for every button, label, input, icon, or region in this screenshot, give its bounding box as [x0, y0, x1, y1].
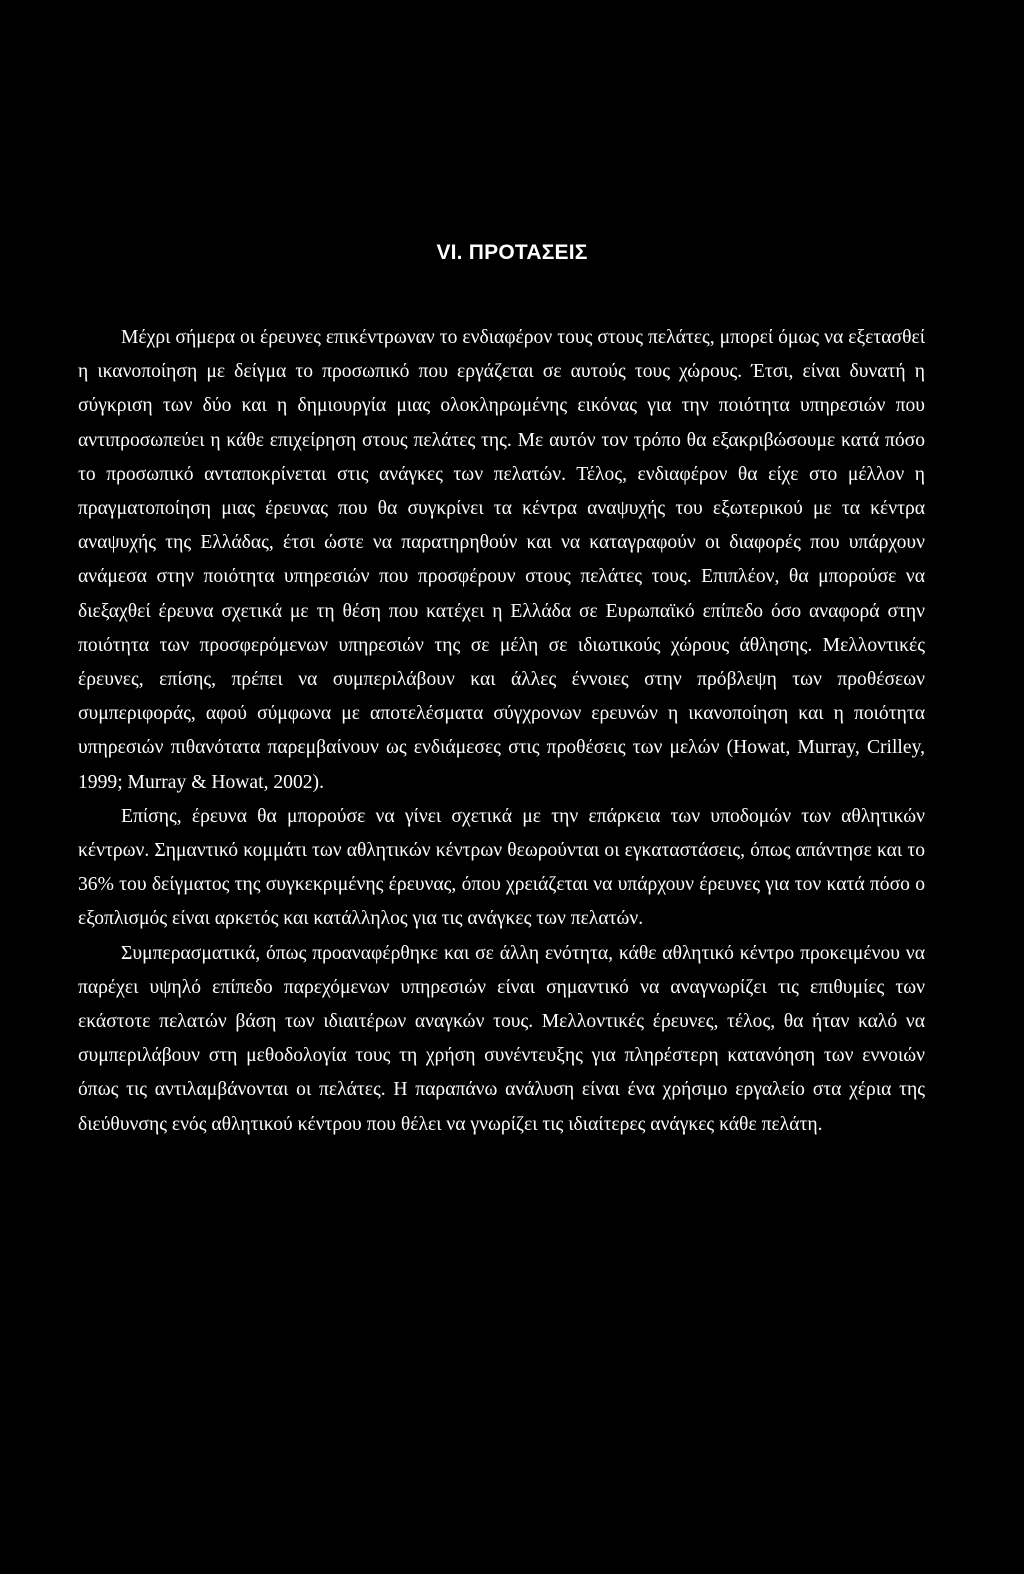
paragraph-2: Επίσης, έρευνα θα μπορούσε να γίνει σχετικά με την επάρκεια των υποδομών των αθλητικών κέντρων. Σημαντικό κομμάτι των αθλητικών κέντρων θεωρούνται οι εγκαταστάσεις, όπως απάντησε και το 36% του δείγματος της συγκεκριμένης έρευνας, όπου χρειάζεται να υπάρχουν έρευνες για τον κατά πόσο ο εξοπλισμός είναι αρκετός και κατάλληλος για τις ανάγκες των πελατών. — [78, 805, 925, 930]
paragraph-1: Μέχρι σήμερα οι έρευνες επικέντρωναν το ενδιαφέρον τους στους πελάτες, μπορεί όμως να εξετασθεί η ικανοποίηση με δείγμα το προσωπικό που εργάζεται σε αυτούς τους χώρους. Έτσι, είναι δυνατή η σύγκριση των δύο και η δημιουργία μιας ολοκληρωμένης εικόνας για την ποιότητα υπηρεσιών που αντιπροσωπεύει η κάθε επιχείρηση στους πελάτες της. Με αυτόν τον τρόπο θα εξακριβώσουμε κατά πόσο το προσωπικό ανταποκρίνεται στις ανάγκες των πελατών. Τέλος, ενδιαφέρον θα είχε στο μέλλον η πραγματοποίηση μιας έρευνας που θα συγκρίνει τα κέντρα αναψυχής του εξωτερικού με τα κέντρα αναψυχής της Ελλάδας, έτσι ώστε να παρατηρηθούν και να καταγραφούν οι διαφορές που υπάρχουν ανάμεσα στην ποιότητα υπηρεσιών που προσφέρουν στους πελάτες τους. Επιπλέον, θα μπορούσε να διεξαχθεί έρευνα σχετικά με τη θέση που κατέχει η Ελλάδα σε Ευρωπαϊκό επίπεδο όσο αναφορά στην ποιότητα των προσφερόμενων υπηρεσιών της σε μέλη σε ιδιωτικούς χώρους άθλησης. Μελλοντικές έρευνες, επίσης, πρέπει να συμπεριλάβουν και άλλες έννοιες στην πρόβλεψη των προθέσεων συμπεριφοράς, αφού σύμφωνα με αποτελέσματα σύγχρονων ερευνών η ικανοποίηση και η ποιότητα υπηρεσιών πιθανότατα παρεμβαίνουν ως ενδιάμεσες στις προθέσεις των μελών (Howat, Murray, Crilley, 1999; Murray & Howat, 2002). — [78, 327, 925, 793]
paragraph-3: Συμπερασματικά, όπως προαναφέρθηκε και σε άλλη ενότητα, κάθε αθλητικό κέντρο προκειμένου να παρέχει υψηλό επίπεδο παρεχόμενων υπηρεσιών είναι σημαντικό να αναγνωρίζει τις επιθυμίες των εκάστοτε πελατών βάση των ιδιαιτέρων αναγκών τους. Μελλοντικές έρευνες, τέλος, θα ήταν καλό να συμπεριλάβουν στη μεθοδολογία τους τη χρήση συνέντευξης για πληρέστερη κατανόηση των εννοιών όπως τις αντιλαμβάνονται οι πελάτες. Η παραπάνω ανάλυση είναι ένα χρήσιμο εργαλείο στα χέρια της διεύθυνσης ενός αθλητικού κέντρου που θέλει να γνωρίζει τις ιδιαίτερες ανάγκες κάθε πελάτη. — [78, 942, 925, 1135]
section-body — [78, 321, 925, 1142]
section-heading: VI. ΠΡΟΤΑΣΕΙΣ — [436, 241, 588, 264]
